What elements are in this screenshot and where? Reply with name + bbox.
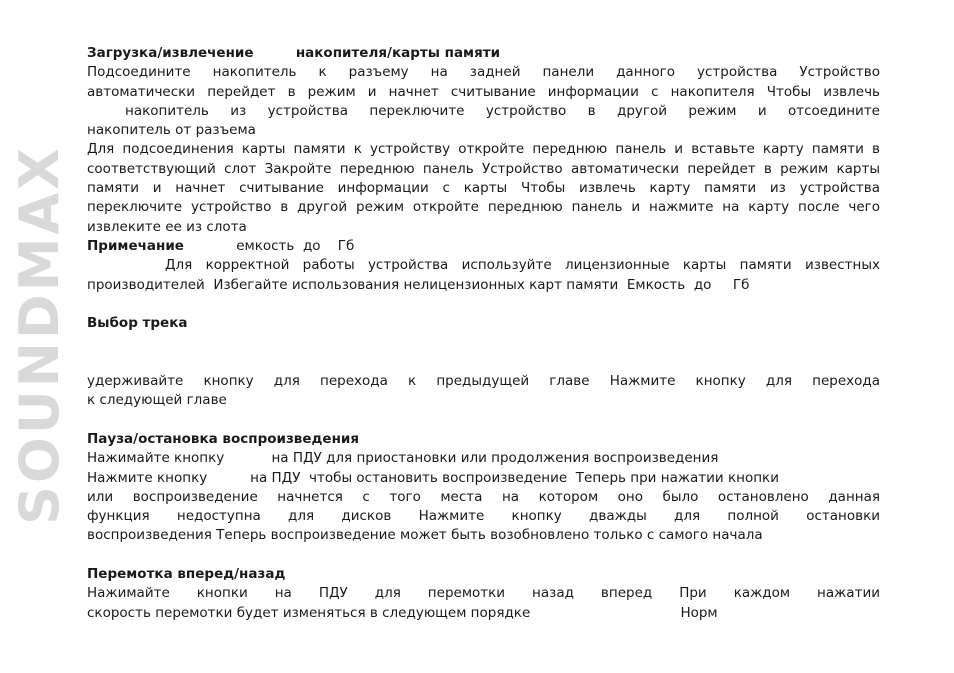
note-label: Примечание [87, 237, 184, 254]
paragraph-line: Нажимайте кнопку на ПДУ для приостановки или продолжения воспроизведения [87, 450, 719, 467]
paragraph-line [87, 333, 880, 352]
paragraph-line: Нажмите кнопку на ПДУ чтобы остановить воспроизведение Теперь при нажатии кнопки [87, 469, 779, 486]
section-gap [87, 411, 880, 430]
paragraph-line: памяти и начнет считывание информации с карты Чтобы извлечь карту памяти из устройства [87, 180, 880, 197]
paragraph-line: Нажимайте кнопки на ПДУ для перемотки назад вперед При каждом нажатии [87, 585, 880, 602]
brand-watermark: SOUNDMAX [8, 145, 71, 525]
note-line [87, 237, 880, 256]
paragraph-line: скорость перемотки будет изменяться в следующем порядке Норм [87, 604, 718, 621]
paragraph-line: или воспроизведение начнется с того места на котором оно было остановлено данная [87, 488, 880, 505]
section-gap [87, 295, 880, 314]
paragraph-line: воспроизведения Теперь воспроизведение может быть возобновлено только с самого начала [87, 527, 763, 544]
section-title-pause: Пауза/остановка воспроизведения [87, 430, 360, 447]
paragraph-line [87, 353, 880, 372]
paragraph-line: Для подсоединения карты памяти к устройству откройте переднюю панель и вставьте карту памяти в [87, 141, 880, 158]
note-capacity: емкость до Гб [236, 237, 355, 254]
paragraph-line: функция недоступна для дисков Нажмите кнопку дважды для полной остановки [87, 508, 880, 525]
paragraph-line: автоматически перейдет в режим и начнет считывание информации с накопителя Чтобы извлечь [87, 83, 880, 100]
paragraph-line: производителей Избегайте использования нелицензионных карт памяти Емкость до Гб [87, 276, 750, 293]
section-title-seek: Перемотка вперед/назад [87, 566, 286, 583]
section-title-track: Выбор трека [87, 315, 188, 332]
paragraph-line: Для корректной работы устройства используйте лицензионные карты памяти известных [165, 257, 880, 274]
manual-page [87, 44, 880, 623]
paragraph-line: соответствующий слот Закройте переднюю панель Устройство автоматически перейдет в режим карты [87, 160, 880, 177]
paragraph-line: переключите устройство в другой режим откройте переднюю панель и нажмите на карту после чего [87, 199, 880, 216]
paragraph-line: Подсоедините накопитель к разъему на задней панели данного устройства Устройство [87, 64, 880, 81]
paragraph-line: к следующей главе [87, 392, 227, 409]
paragraph-line: накопитель из устройства переключите устройство в другой режим и отсоедините [125, 102, 880, 119]
paragraph-line: накопитель от разъема [87, 122, 256, 139]
section-title-usb: Загрузка/извлечение накопителя/карты памяти [87, 45, 501, 61]
paragraph-line: извлеките ее из слота [87, 218, 247, 235]
section-gap [87, 546, 880, 565]
paragraph-line: удерживайте кнопку для перехода к предыдущей главе Нажмите кнопку для перехода [87, 373, 880, 390]
